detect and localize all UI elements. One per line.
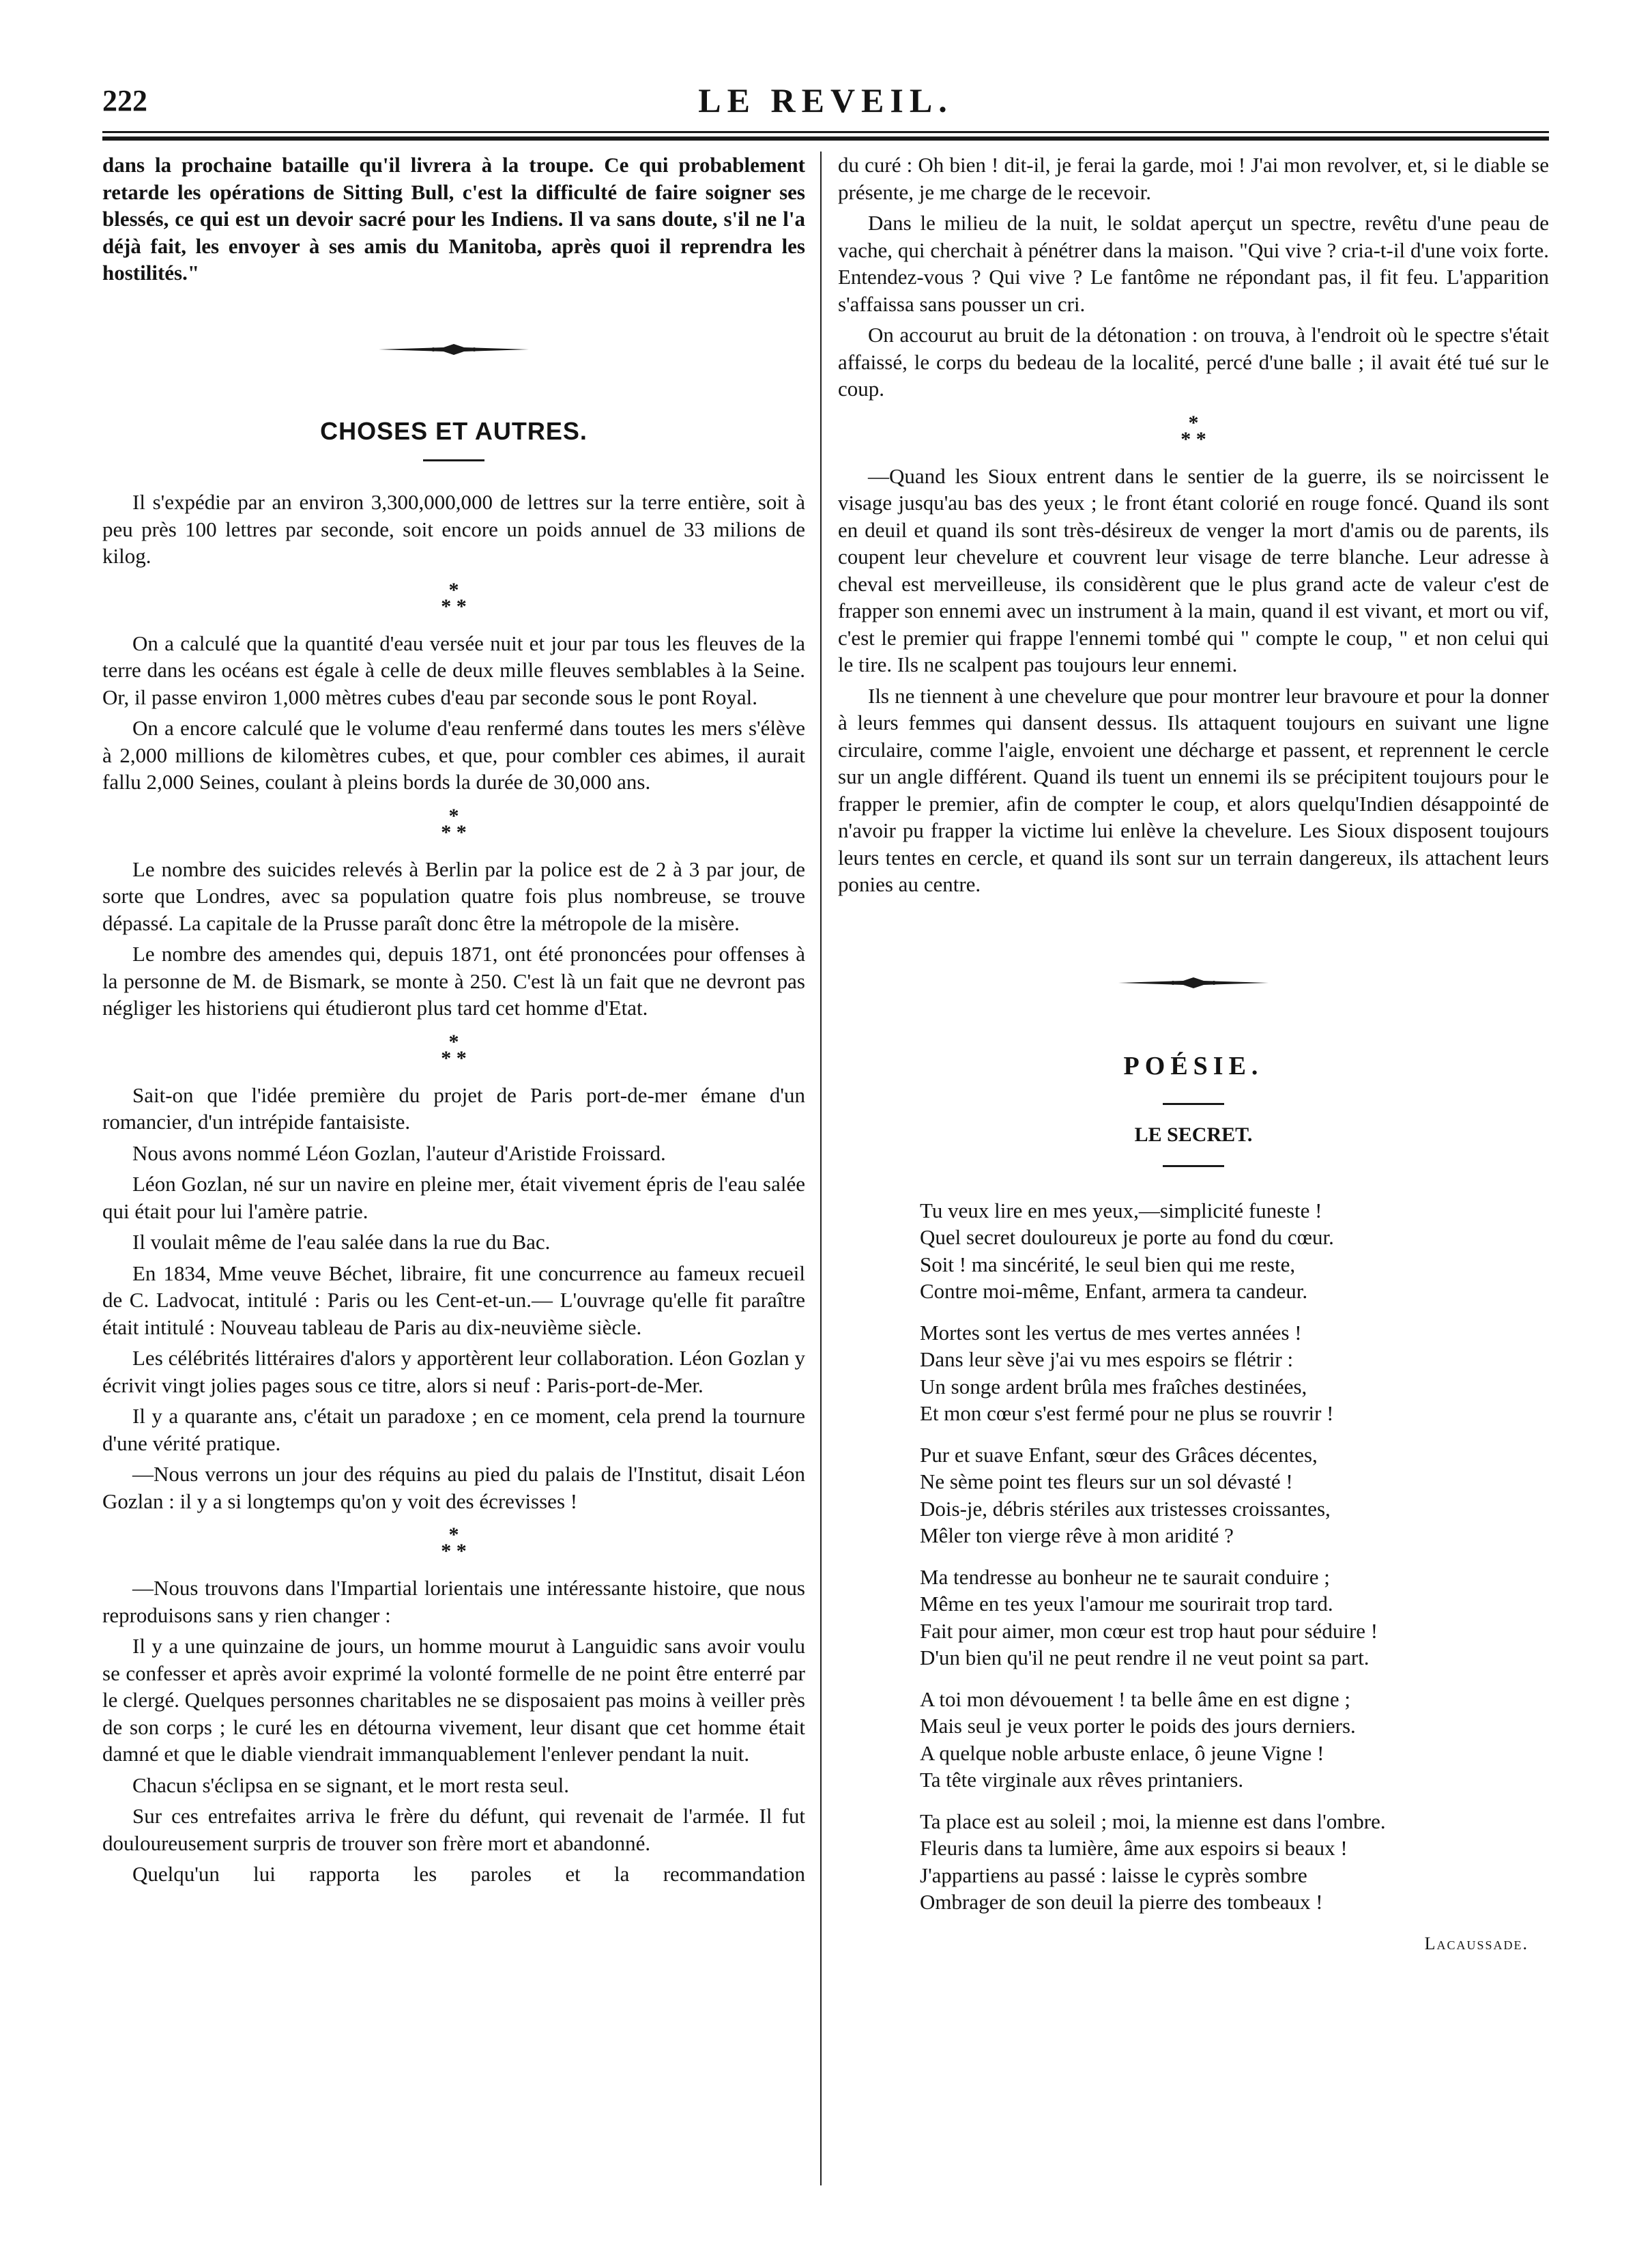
stanza [920, 1441, 1549, 1549]
paragraph: —Quand les Sioux entrent dans le sentier de la guerre, ils se noircissent le visage jusqu'au bas des yeux ; le front étant colorié en rouge foncé. Quand ils sont en deuil et quand ils sont très-désireux de venger la mort d'amis ou de parents, ils coupent leur chevelure et couvrent leur visage de terre blanche. Leur adresse à cheval est merveilleuse, ils considèrent que le plus grand acte de valeur c'est de frapper son ennemi avec un instrument à la main, quand il est vivant, et mort ou vif, c'est le premier qui frappe l'ennemi tombé qui " compte le coup, " et non celui qui le tire. Ils ne scalpent pas toujours leur ennemi. [838, 463, 1549, 676]
paragraph: Il s'expédie par an environ 3,300,000,000 de lettres sur la terre entière, soit à peu près 100 lettres par seconde, soit encore un poids annuel de 33 milions de kilog. [102, 490, 805, 568]
paragraph: Sait-on que l'idée première du projet de Paris port-de-mer émane d'un romancier, d'un intrépide fantaisiste. [102, 1082, 805, 1134]
poem-body [920, 1197, 1549, 1916]
paragraph: Le nombre des suicides relevés à Berlin par la police est de 2 à 3 par jour, de sorte que Londres, avec sa population quatre fois plus nombreuse, se trouve dépassé. La capitale de la Prusse paraît donc être la métropole de la misère. [102, 857, 805, 935]
verse-line: Même en tes yeux l'amour me sourirait trop tard. [920, 1592, 1333, 1616]
verse-line: A quelque noble arbuste enlace, ô jeune Vigne ! [920, 1740, 1324, 1765]
asterism: * * * [441, 1030, 467, 1070]
poem-title: LE SECRET. [1134, 1123, 1253, 1146]
stanza [920, 1564, 1549, 1671]
verse-line: Dois-je, débris stériles aux tristesses croissantes, [920, 1496, 1331, 1521]
verse-line: Mêler ton vierge rêve à mon aridité ? [920, 1523, 1234, 1547]
header-rule-thin [102, 131, 1549, 133]
newspaper-page [102, 68, 1549, 2211]
verse-line: Quel secret douloureux je porte au fond du cœur. [920, 1225, 1334, 1249]
right-column [838, 152, 1549, 1957]
verse-line: Fait pour aimer, mon cœur est trop haut pour séduire ! [920, 1618, 1378, 1643]
news-item-letters [102, 489, 805, 570]
verse-line: Contre moi-même, Enfant, armera ta candeur. [920, 1279, 1308, 1303]
paragraph: Nous avons nommé Léon Gozlan, l'auteur d'Aristide Froissard. [132, 1140, 666, 1165]
verse-line: Ne sème point tes fleurs sur un sol dévasté ! [920, 1469, 1293, 1493]
paragraph: Quelqu'un lui rapporta les paroles et la recommandation [132, 1862, 805, 1886]
verse-line: Tu veux lire en mes yeux,—simplicité funeste ! [920, 1198, 1322, 1222]
verse-line: Ta tête virginale aux rêves printaniers. [920, 1768, 1244, 1792]
page-number: 222 [102, 84, 147, 117]
poem-signature: Lacaussade. [1424, 1933, 1528, 1953]
news-item-languidic-continued [838, 152, 1549, 403]
poem-block [838, 1053, 1549, 1957]
paragraph: —Nous trouvons dans l'Impartial lorientais une intéressante histoire, que nous reproduisons sans y rien changer : [102, 1576, 805, 1627]
news-item-berlin [102, 856, 805, 1022]
verse-line: Ta place est au soleil ; moi, la mienne est dans l'ombre. [920, 1809, 1386, 1833]
verse-line: Pur et suave Enfant, sœur des Grâces décentes, [920, 1442, 1318, 1467]
paragraph: Les célébrités littéraires d'alors y apportèrent leur collaboration. Léon Gozlan y écrivit vingt jolies pages sous ce titre, alors si neuf : Paris-port-de-Mer. [102, 1346, 805, 1397]
header-rule-thick [102, 137, 1549, 141]
paragraph: Léon Gozlan, né sur un navire en pleine mer, était vivement épris de l'eau salée qui était pour lui l'amère patrie. [102, 1172, 805, 1223]
stanza [920, 1686, 1549, 1794]
asterism: * * * [441, 578, 467, 618]
asterism: * * * [1180, 411, 1206, 450]
paragraph: On a encore calculé que le volume d'eau renfermé dans toutes les mers s'élève à 2,000 millions de kilomètres cubes, et que, pour combler ces abimes, il aurait fallu 2,000 Seines, coulant à pleins bords la durée de 30,000 ans. [102, 716, 805, 794]
journal-title: LE REVEIL. [698, 81, 953, 119]
asterism: * * * [441, 1523, 467, 1562]
verse-line: Ombrager de son deuil la pierre des tombeaux ! [920, 1890, 1323, 1914]
column-divider [820, 152, 822, 2185]
stanza [920, 1808, 1549, 1916]
left-column [102, 152, 805, 1888]
paragraph: Le nombre des amendes qui, depuis 1871, ont été prononcées pour offenses à la personne de M. de Bismark, se monte à 250. C'est là un fait que ne devront pas négliger les historiens qui étudieront plus tard cet homme d'Etat. [102, 942, 805, 1020]
verse-line: Fleuris dans ta lumière, âme aux espoirs si beaux ! [920, 1836, 1348, 1860]
verse-line: Mortes sont les vertus de mes vertes années ! [920, 1320, 1302, 1345]
verse-line: Ma tendresse au bonheur ne te saurait conduire ; [920, 1564, 1330, 1589]
verse-line: Mais seul je veux porter le poids des jours derniers. [920, 1714, 1356, 1738]
section-title-poesie: POÉSIE. [1123, 1051, 1264, 1080]
paragraph: Ils ne tiennent à une chevelure que pour montrer leur bravoure et pour la donner à leurs femmes qui dansent dessus. Ils attaquent toujours en suivant une ligne circulaire, comme l'aigle, envoient une décharge et passent, et reprennent le cercle sur un angle différent. Quand ils tuent un ennemi ils se précipitent toujours pour le frapper le premier, afin de compter le coup, et alors quelqu'Indien désappointé de n'avoir pu frapper la victime lui enlève la chevelure. Les Sioux disposent toujours leurs tentes en cercle, et quand ils sont sur un terrain dangereux, ils attachent leurs ponies au centre. [838, 683, 1549, 896]
ornament-divider [379, 344, 529, 355]
paragraph: En 1834, Mme veuve Béchet, libraire, fit une concurrence au fameux recueil de C. Ladvocat, intitulé : Paris ou les Cent-et-un.— L'ouvrage qu'elle fit paraître était intitulé : Nouveau tableau de Paris au dix-neuvième siècle. [102, 1261, 805, 1339]
paragraph: Il y a quarante ans, c'était un paradoxe ; en ce moment, cela prend la tournure d'une vérité pratique. [102, 1404, 805, 1455]
paragraph: Dans le milieu de la nuit, le soldat aperçut un spectre, revêtu d'une peau de vache, qui cherchait à pénétrer dans la maison. "Qui vive ? cria-t-il d'une voix forte. Entendez-vous ? Qui vive ? Le fantôme ne répondant pas, il fit feu. L'apparition s'affaissa sans pousser un cri. [838, 211, 1549, 316]
paragraph: Il y a une quinzaine de jours, un homme mourut à Languidic sans avoir voulu se confesser et après avoir exprimé la volonté formelle de ne point être enterré par le clergé. Quelques personnes charitables ne se disposaient pas moins à veiller près de son corps ; le curé les en détourna vivement, leur disant que cet homme était damné et que le diable viendrait immanquablement l'enlever pendant la nuit. [102, 1634, 805, 1766]
verse-line: Et mon cœur s'est fermé pour ne plus se rouvrir ! [920, 1401, 1334, 1425]
verse-line: A toi mon dévouement ! ta belle âme en est digne ; [920, 1687, 1351, 1711]
ornament-divider [1118, 977, 1269, 988]
paragraph: du curé : Oh bien ! dit-il, je ferai la garde, moi ! J'ai mon revolver, et, si le diable se présente, je me charge de le recevoir. [838, 153, 1549, 204]
asterism: * * * [441, 804, 467, 844]
section-title-choses: CHOSES ET AUTRES. [320, 416, 588, 445]
news-item-rivers [102, 630, 805, 796]
verse-line: Soit ! ma sincérité, le seul bien qui me reste, [920, 1252, 1296, 1276]
paragraph: On accourut au bruit de la détonation : on trouva, à l'endroit où le spectre s'était affaissé, le corps du bedeau de la localité, percé d'une balle ; il avait été tué sur le coup. [838, 323, 1549, 401]
intro-article [102, 152, 805, 287]
paragraph: Chacun s'éclipsa en se signant, et le mort resta seul. [132, 1773, 570, 1797]
verse-line: Un songe ardent brûla mes fraîches destinées, [920, 1374, 1307, 1398]
paragraph: Sur ces entrefaites arriva le frère du défunt, qui revenait de l'armée. Il fut douloureusement surpris de trouver son frère mort et abandonné. [102, 1804, 805, 1855]
news-item-languidic [102, 1575, 805, 1888]
verse-line: Dans leur sève j'ai vu mes espoirs se flétrir : [920, 1347, 1294, 1371]
paragraph: —Nous verrons un jour des réquins au pied du palais de l'Institut, disait Léon Gozlan : il y a si longtemps qu'on y voit des écrevisses ! [102, 1462, 805, 1513]
verse-line: J'appartiens au passé : laisse le cyprès sombre [920, 1863, 1307, 1887]
paragraph: On a calculé que la quantité d'eau versée nuit et jour par tous les fleuves de la terre dans les océans est égale à celle de deux mille fleuves semblables à la Seine. Or, il passe environ 1,000 mètres cubes d'eau par seconde sous le pont Royal. [102, 631, 805, 709]
news-item-sioux [838, 463, 1549, 898]
stanza [920, 1319, 1549, 1427]
page-header [102, 68, 1549, 143]
verse-line: D'un bien qu'il ne peut rendre il ne veut point sa part. [920, 1646, 1370, 1669]
paragraph: Il voulait même de l'eau salée dans la rue du Bac. [132, 1230, 551, 1254]
stanza [920, 1197, 1549, 1305]
paragraph: dans la prochaine bataille qu'il livrera à la troupe. Ce qui probablement retarde les opérations de Sitting Bull, c'est la difficulté de faire soigner ses blessés, ce qui est un devoir sacré pour les Indiens. Il va sans doute, s'il ne l'a déjà fait, les envoyer à ses amis du Manitoba, après quoi il reprendra les hostilités." [102, 153, 805, 285]
news-item-gozlan [102, 1082, 805, 1515]
